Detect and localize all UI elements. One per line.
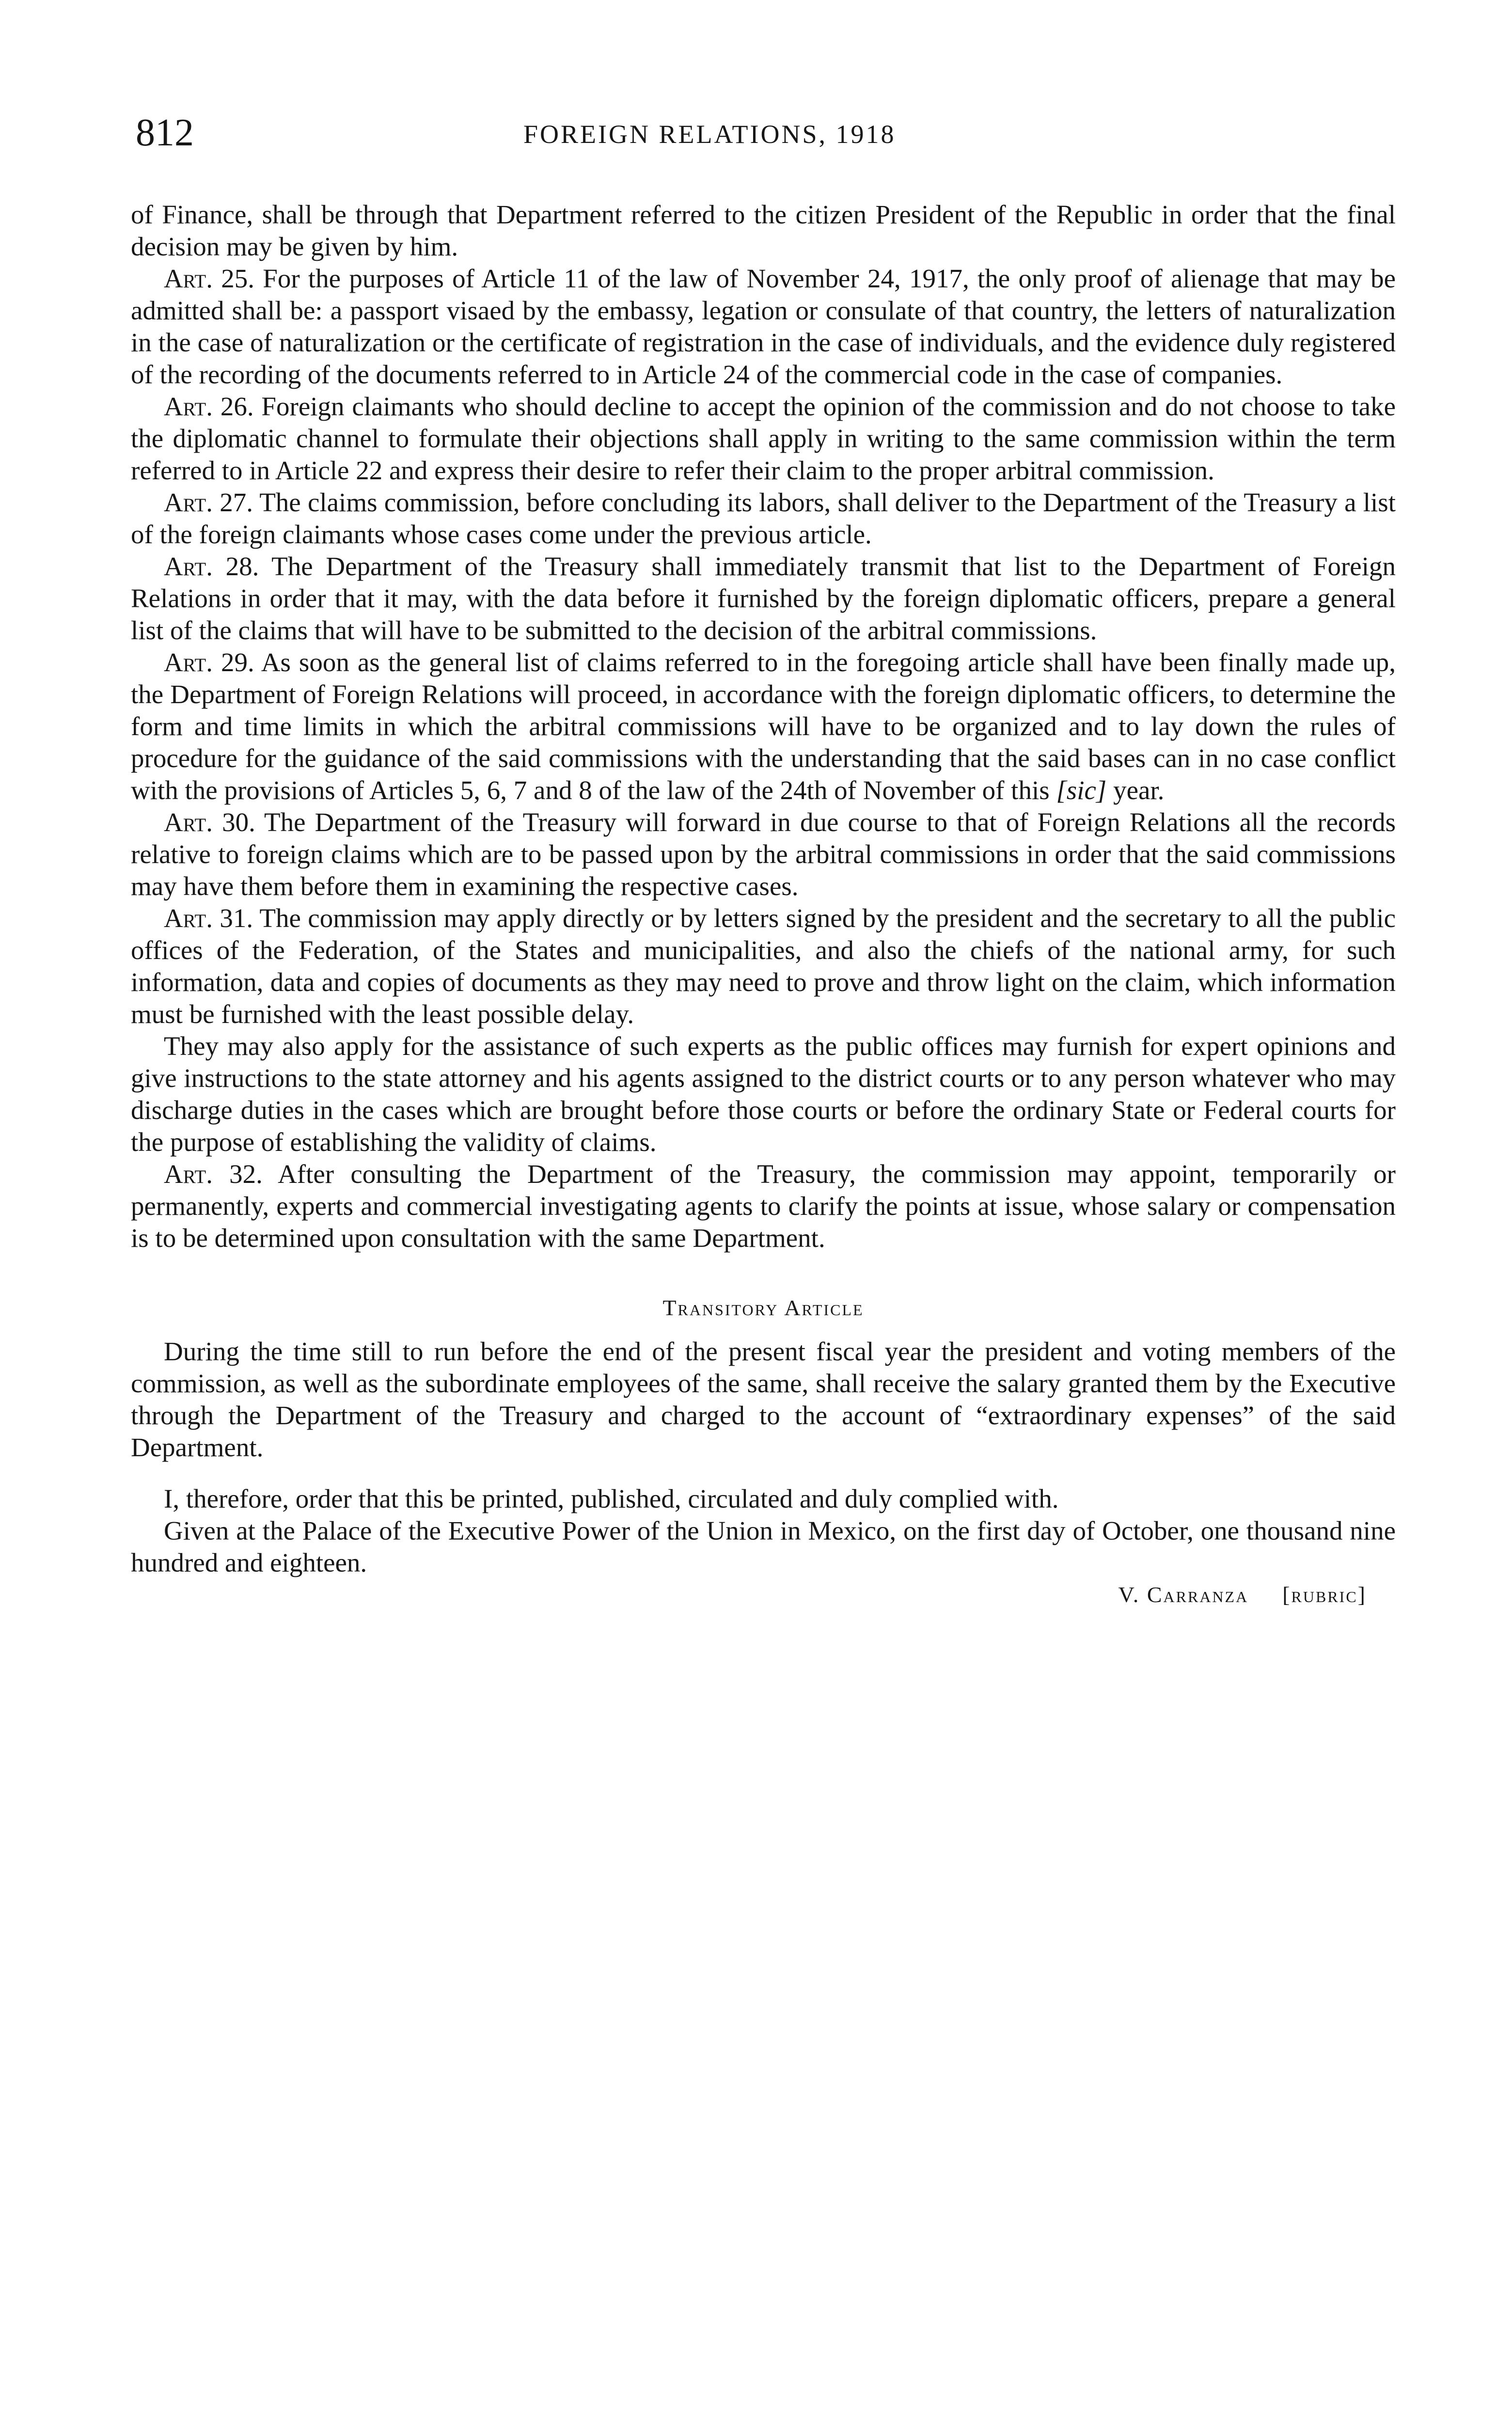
article-text: 31. The commission may apply directly or by letters signed by the president and the secretary to all the public offices of the Federation, of the States and municipalities, and also the chiefs of the national army, for such information, data and copies of documents as they may need to prove and throw light on the claim, which information must be furnished with the least possible delay. (131, 903, 1396, 1029)
transitory-heading: Transitory Article (662, 1295, 864, 1320)
article-text: 29. As soon as the general list of claims referred to in the foregoing article shall have been finally made up, the Department of Foreign Relations will proceed, in accordance with the foreign diplomatic officers, to determine the form and time limits in which the arbitral commissions will have to be organized and to lay down the rules of procedure for the guidance of the said commissions with the understanding that the said bases can in no case conflict with the provisions of Articles 5, 6, 7 and 8 of the law of the 24th of November of this (131, 647, 1396, 805)
article-text: 27. The claims commission, before concluding its labors, shall deliver to the Department of the Treasury a list of the foreign claimants whose cases come under the previous article. (131, 488, 1396, 549)
article-label: Art. (164, 392, 213, 421)
article-text: 28. The Department of the Treasury shall immediately transmit that list to the Department of Foreign Relations in order that it may, with the data before it furnished by the foreign diplomatic officers, prepare a general list of the claims that will have to be submitted to the decision of the arbitral commissions. (131, 551, 1396, 645)
article-label: Art. (164, 551, 213, 581)
article-text: 30. The Department of the Treasury will forward in due course to that of Foreign Relations all the records relative to foreign claims which are to be passed upon by the arbitral commissions in order that the said commissions may have them before them in examining the respective cases. (131, 807, 1396, 901)
article-label: Art. (164, 488, 213, 517)
closing-order: I, therefore, order that this be printed, published, circulated and duly complied with. (164, 1484, 1059, 1513)
signature-line (131, 1579, 1396, 1611)
article-label: Art. (164, 903, 213, 933)
article-32 (131, 1158, 1396, 1254)
running-head: FOREIGN RELATIONS, 1918 (523, 120, 896, 149)
article-text: 32. After consulting the Department of the Treasury, the commission may appoint, temporarily or permanently, experts and commercial investigating agents to clarify the points at issue, whose salary or compensation is to be determined upon consultation with the same Department. (131, 1159, 1396, 1253)
article-label: Art. (164, 807, 213, 837)
article-31-continued: They may also apply for the assistance of such experts as the public offices may furnish for expert opinions and give instructions to the state attorney and his agents assigned to the district courts or to any person whatever who may discharge duties in the cases which are brought before those courts or before the ordinary State or Federal courts for the purpose of establishing the validity of claims. (131, 1031, 1396, 1157)
article-label: Art. (164, 264, 213, 293)
article-29 (131, 646, 1396, 806)
article-30 (131, 806, 1396, 902)
signatory-name: V. Carranza (1118, 1582, 1249, 1607)
rubric-note: [rubric] (1282, 1582, 1367, 1607)
article-label: Art. (164, 647, 213, 677)
article-27 (131, 487, 1396, 551)
article-25 (131, 263, 1396, 391)
article-text: 26. Foreign claimants who should decline to accept the opinion of the commission and do not choose to take the diplomatic channel to formulate their objections shall apply in writing to the same commission within the term referred to in Article 22 and express their desire to refer their claim to the proper arbitral commission. (131, 392, 1396, 485)
continued-paragraph: of Finance, shall be through that Department referred to the citizen President of the Republic in order that the final decision may be given by him. (131, 200, 1396, 261)
sic-note: [sic] (1056, 775, 1107, 805)
document-body (131, 199, 1396, 1611)
transitory-text: During the time still to run before the end of the present fiscal year the president and voting members of the commission, as well as the subordinate employees of the same, shall receive the salary granted them by the Executive through the Department of the Treasury and charged to the account of “extraordinary expenses” of the said Department. (131, 1337, 1396, 1462)
article-31 (131, 902, 1396, 1030)
article-text: 25. For the purposes of Article 11 of the law of November 24, 1917, the only proof of alienage that may be admitted shall be: a passport visaed by the embassy, legation or consulate of that country, the letters of naturalization in the case of naturalization or the certificate of registration in the case of individuals, and the evidence duly registered of the recording of the documents referred to in Article 24 of the commercial code in the case of companies. (131, 264, 1396, 389)
article-label: Art. (164, 1159, 213, 1189)
article-26 (131, 391, 1396, 487)
article-28 (131, 551, 1396, 646)
page-number: 812 (136, 111, 194, 154)
closing-given: Given at the Palace of the Executive Power of the Union in Mexico, on the first day of October, one thousand nine hundred and eighteen. (131, 1516, 1396, 1577)
article-text-end: year. (1106, 775, 1165, 805)
